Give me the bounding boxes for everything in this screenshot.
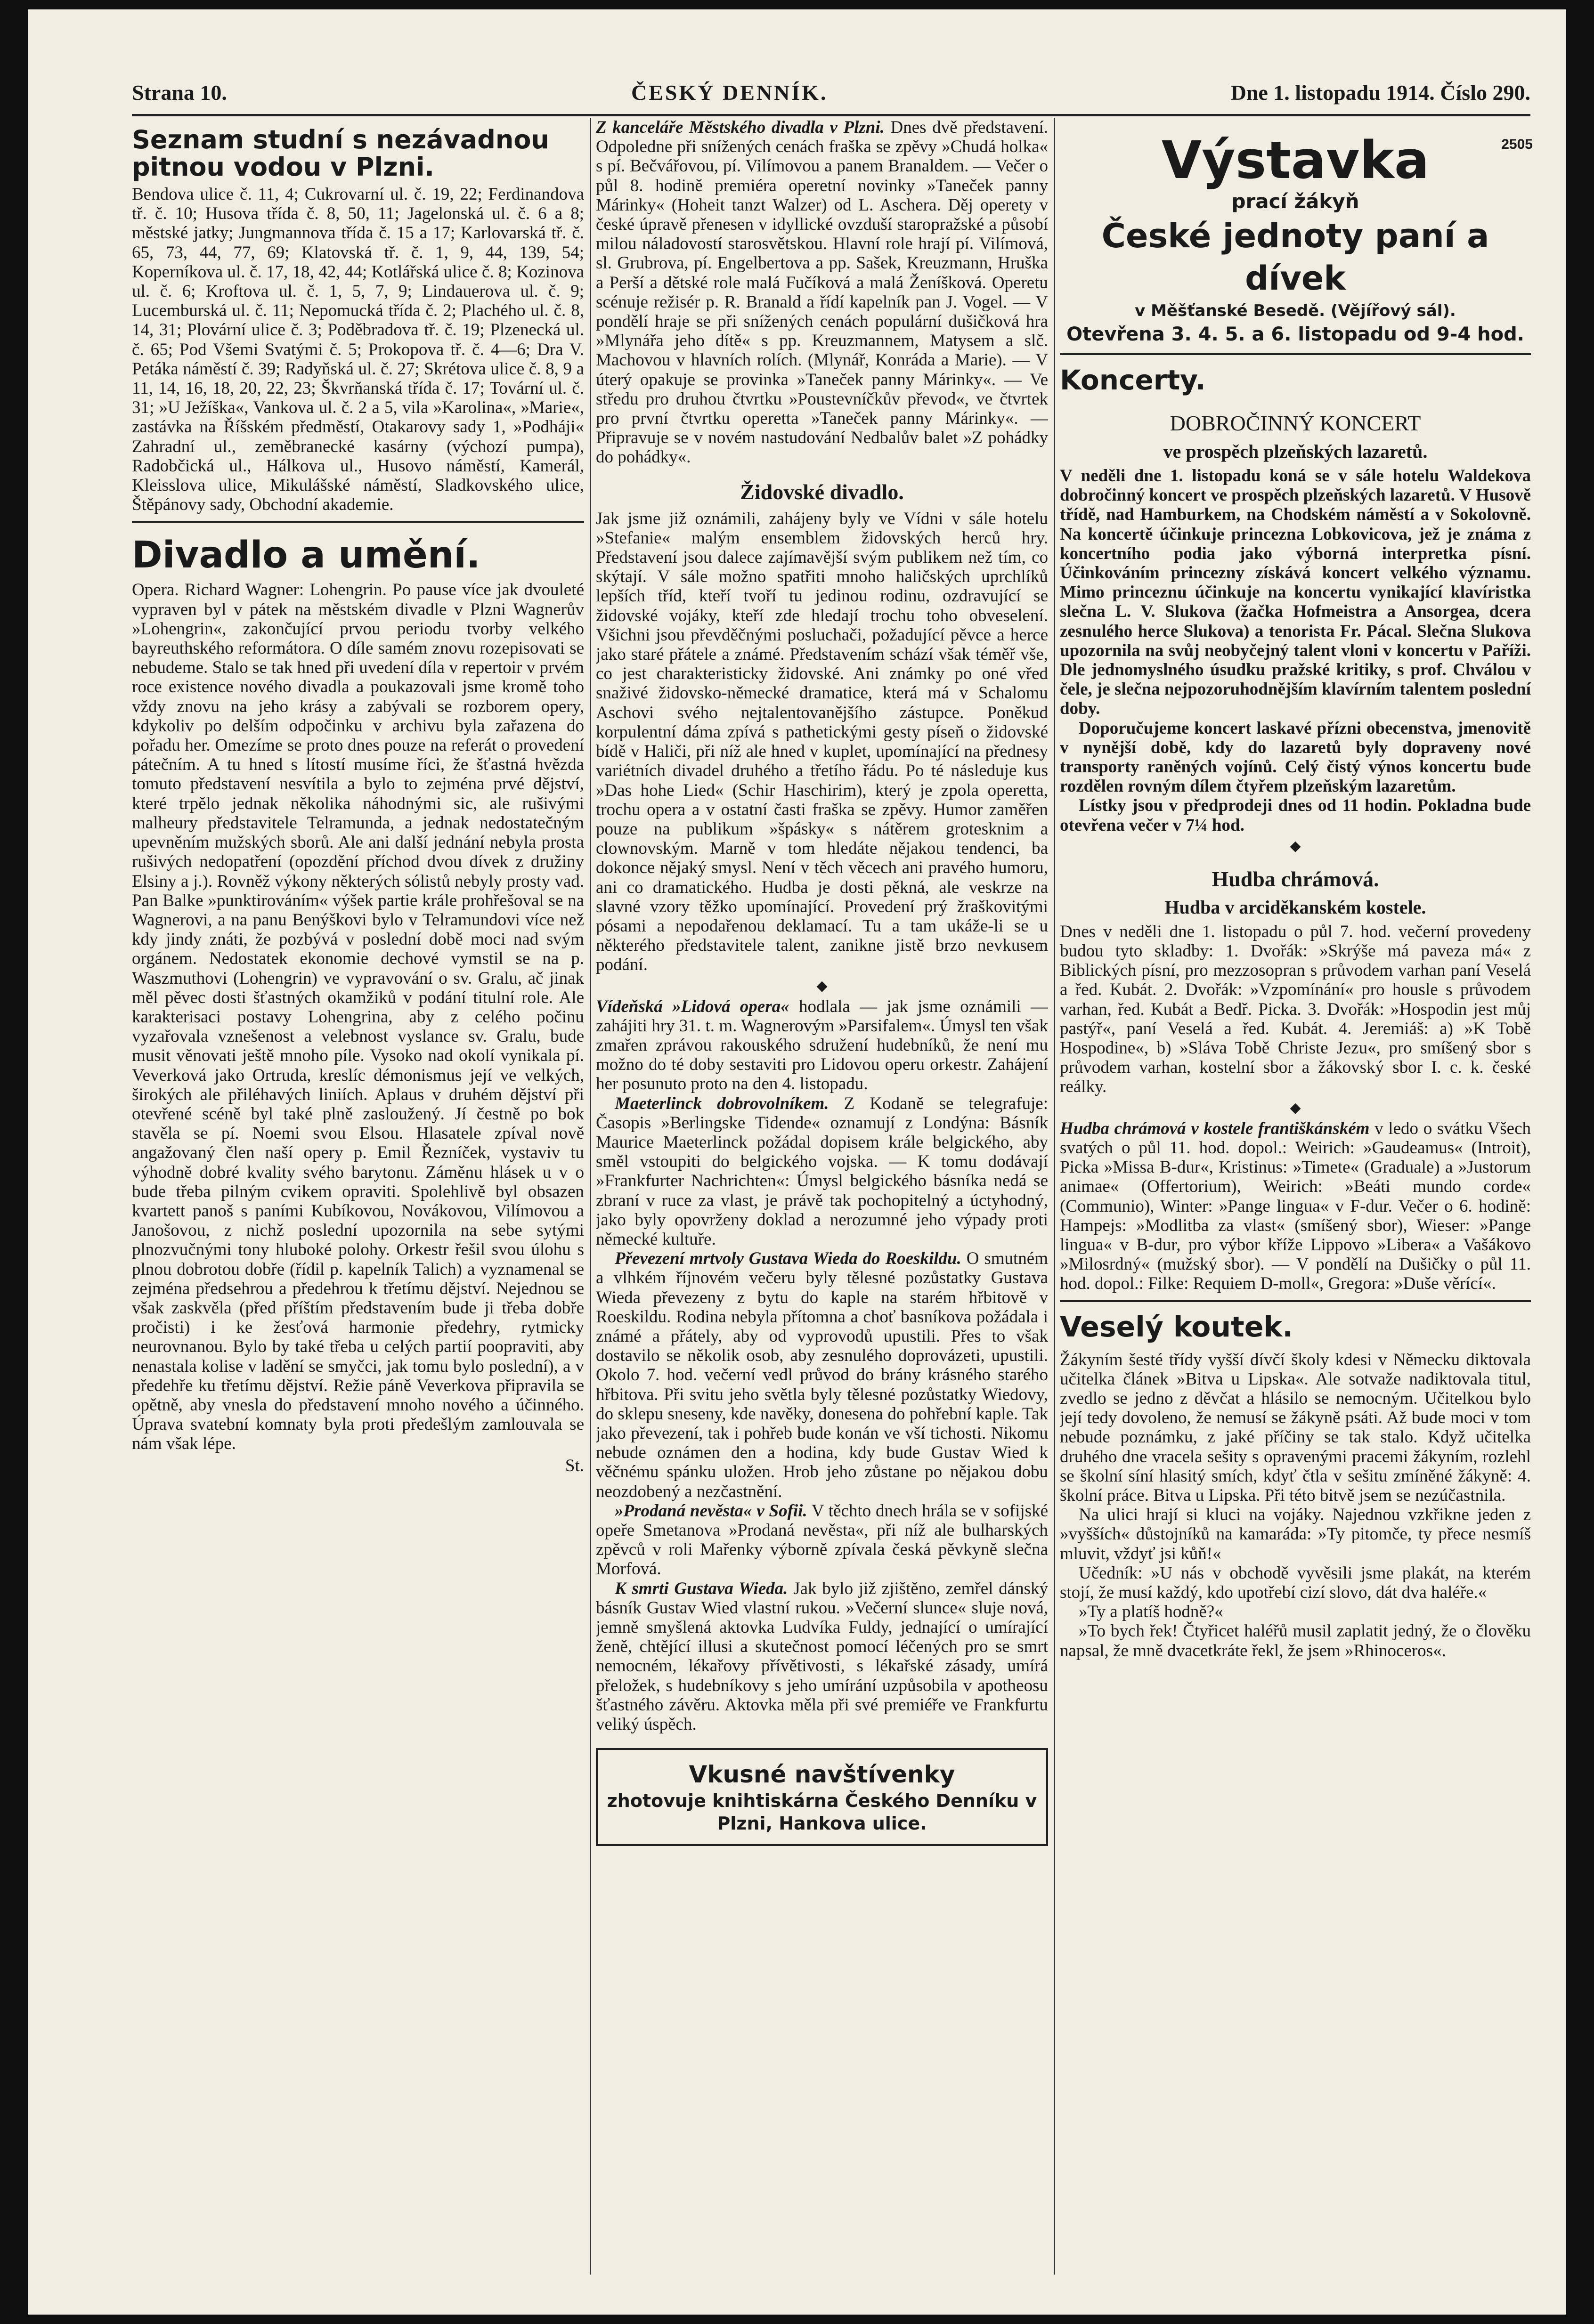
ad-text: zhotovuje knihtiskárna Českého Denníku v Plzni, Hankova ulice. [607,1790,1037,1834]
franciscan-title: Hudba chrámová v kostele františkánském [1060,1118,1370,1138]
funny-text-3: Učedník: »U nás v obchodě vyvěsili jsme plakát, na kterém stojí, že musí každý, kdo upotřebí cizí slovo, dát dva haléře.« [1060,1563,1531,1602]
section-rule [1060,1300,1531,1302]
koncerty-title: Koncerty. [1060,364,1206,396]
wied-title: Převezení mrtvoly Gustava Wieda do Roeskildu. [615,1249,961,1269]
church-music-title: Hudba chrámová. [1212,866,1379,891]
wied-text: O smutném a vlhkém říjnovém večeru byly tělesné pozůstatky Gustava Wieda převezeny z bytu do kaple na starém hřbitově v Roeskildu. Rodina nebyla přítomna a choť basníkova požádala i známé a přátely, aby od vyprovodů upustili. Přes to však dostavilo se několik osob, aby zesnulého doprovázeti, upustili. Okolo 7. hod. večerní vedl průvod do brány krásného starého hřbitova. Při svitu jeho světla byly tělesné pozůstatky Wiedovy, do sklepu sneseny, kde navěky, donesena do pohřební kaple. Tak jako převezení, tak i pohřeb bude konán ve vší tichosti. Nikomu nebude oznámen den a hodina, kdy bude Gustav Wied k věčnému spánku uložen. Hrob jeho zůstane po nějakou dobu neozdobený a nezčastnění. [596,1249,1048,1501]
separator-star: ◆ [1290,1100,1301,1116]
opera-review: Opera. Richard Wagner: Lohengrin. Po pause více jak dvouleté vypraven byl v pátek na městském divadle v Plzni Wagnerův »Lohengrin«, zakončující prvou periodu tvorby velkého bayreuthského reformátora. O díle samém znovu rozepisovati se nebudeme. Stalo se tak hned při uvedení díla v repertoir v prvém roce existence nového divadla a poukazovali jsme kromě toho vždy znovu na jeho krásy a zabývali se rozborem opery, kdykoliv po delším odpočinku v archivu byla zařazena do pořadu her. Omezíme se proto dnes pouze na referát o provedení pátečním. A tu hned s lítostí musíme říci, že šťastná hvězda tomuto představení nesvítila a bylo to zejména prvé dějství, které trpělo jednak několika náhodnými sic, ale rušivými malheury představitele Telramunda, a jednak nedostatečným upevněním mužských sborů. Ale ani další jednání nebyla prosta rušivých nedopatření (opozdění příchod dvou dívek z družiny Elsiny a j.). Rovněž výkony některých sólistů nebyly prosty vad. Pan Balke »punktirováním« výšek partie krále prohřešoval se na Wagnerovi, a na panu Benýškovi bylo v Telramundovi více než kdy jindy znáti, že pozbývá v poslední době moci nad svým orgánem. Nedostatek ekonomie dechové vymstil se na p. Waszmuthovi (Lohengrin) ve vypravování o sv. Gralu, ač jinak měl pěvec dosti šťastných okamžiků v podání titulní role. Ale karakterisaci postavy Lohengrina, aby z celého počinu vyzařovala vznešenost a velebnost vyslance sv. Gralu, bude musit věnovati ještě mnoho píle. Vysoko nad okolí vynikala pí. Veverková jako Ortruda, kreslíc démonismus její ve velkých, širokých ale přiléhavých liniích. Aplaus v druhém dějství při otevřené scéně byl také plně zasloužený. Jí čestně po bok stavěla se pí. Noemi svou Elsou. Hlasatele zpíval nově angažovaný člen naší opery p. Emil Řezníček, vystaviv tu výhodně dobré kvality svého barytonu. Záměnu hlásek u v o bude třeba pilným cvikem opraviti. Spolehlivě byl obsazen kvartett panoš s paními Kubíkovou, Novákovou, Vilímovou a Janošovou, z nichž poslední upozornila na sebe sytými plnozvučnými tony hluboké polohy. Orkestr řešil svou úlohu s plnou dobrotou dobře (řídil p. kapelník Talich) a vyznamenal se zejména předsehrou a předehrou k třetímu dějství. Nejednou se však zaskvěla (před příštím představením bude ji třeba dobře pročisti) i ke žesťová harmonie předehry, rytmicky neurovnanou. Bylo by také třeba u celých partií poopraviti, aby nenastala kolise v ladění se smyčci, jak tomu bylo poslední), a v předehře ku třetímu dějství. Režie páně Veverkova připravila se opětně, aby vnesla do představení mnoho nového a účinného. Úprava svatební komnaty byla proti předešlým zamlouvala se nám však lépe. [132,580,584,1454]
funny-text-1: Žákyním šesté třídy vyšší dívčí školy kdesi v Německu diktovala učitelka článek »Bitva u Lipska«. Ale sotvaže nadiktovala titul, zvedlo se jedno z děvčat a hlásilo se nemocným. Učitelkou bylo její tedy dovoleno, že nemusí se žákyně psáti. Až bude moci v tom nebude poznámku, z jaké příčiny se tak stalo. Když učitelka druhého dne vracela sešity s opravenými pracemi žákyním, rozlehl se školní síní hlasitý smích, kdyť čtla v sešitu zmíněné žákyně: 4. školní práce. Bitva u Lipska. Při této bitvě jsem se nezúčastnila. [1060,1350,1531,1505]
kancelar-text: Dnes dvě představení. Odpoledne při snížených cenách fraška se zpěvy »Chudá holka« s pí. Bečvářovou, pí. Vilímovou a panem Branaldem. — Večer o půl 8. hodině premiéra operetní novinky »Taneček panny Márinky« (Hoheit tanzt Walzer) od L. Aschera. Děj operety v české úpravě přenesen v idyllické ovzduší staropražské a působí milou náladovostí starosvětskou. Hlavní role hrají pí. Vilímová, sl. Grubrova, pí. Engelbertova a pp. Sašek, Kreuzmann, Hruška a Perší a dětské role malá Fučíková a malá Ženíšková. Operetu scénuje režisér p. R. Branald a řídí kapelník pan J. Vogel. — V pondělí hraje se při snížených cenách populární dušičková hra »Mlynářa jeho dítě« s pp. Kreuzmannem, Matysem a slč. Machovou v hlavních rolích. (Mlynář, Konráda a Marie). — V úterý opakuje se provinka »Taneček panny Márinky«. — Ve středu pro druhou čtvrtku »Poustevníčkův převod«, ve čtvrtek pro první čtvrtku operetta »Taneček panny Márinky«. — Připravuje se v novém nastudování Nedbalův balet »Z pohádky do pohádky«. [596,118,1048,467]
funny-text-5: »To bych řek! Čtyřicet haléřů musil zaplatit jedný, že o člověku napsal, že mně dvacetkráte řekl, že jsem »Rhinoceros«. [1060,1621,1531,1660]
maeterlinck-title: Maeterlinck dobrovolníkem. [615,1093,829,1113]
page-number: Strana 10. [132,81,227,105]
funny-corner-title: Veselý koutek. [1060,1310,1293,1344]
smrt-text: Jak bylo již zjištěno, zemřel dánský básník Gustav Wied vlastní rukou. »Večerní slunce« sluje nová, jemně smyšlená aktovka Ludvíka Fuldy, jednající o umírající ženě, chtějící illusi a skutečnost pomocí léčených pro se smrt nemocném, lékařovy přívětivosti, s lékařské zásady, umírá přeložek, s hudebníkovy s jeho umírání uzpůsobila v apotheosu šťastného závěru. Aktovka měla při své premiéře ve Frankfurtu veliký úspěch. [596,1579,1048,1734]
wells-title: Seznam studní s nezávadnou pitnou vodou v Plzni. [132,125,549,182]
column-divider-2 [1054,118,1055,2275]
expo-open: Otevřena 3. 4. 5. a 6. listopadu od 9-4 hod. [1066,324,1524,345]
church-music-text: Dnes v neděli dne 1. listopadu o půl 7. hod. večerní provedeny budou tyto skladby: 1. Dvořák: »Skrýše má paveza má« z Biblických písní, pro mezzosopran s průvodem varhan paní Veselá a řed. Kubát. 2. Dvořák: »Vzpomínání« pro housle s průvodem varhan, řed. Kubát a Bedř. Picka. 3. Dvořák: »Hospodin jest můj pastýř«, paní Veselá a řed. Kubát. 4. Jeremiáš: a) »K Tobě Hospodine«, b) »Sláva Tobě Christe Jezu«, pro smíšený sbor s průvodem varhan, kostelní sbor a žákovský sbor I. c. k. české reálky. [1060,922,1531,1097]
column-divider-1 [590,118,591,2275]
date-issue: Dne 1. listopadu 1914. Číslo 290. [1230,81,1530,105]
charity-title: DOBROČINNÝ KONCERT [1170,411,1421,435]
newspaper-page [28,9,1566,2315]
church-music-sub: Hudba v arciděkanském kostele. [1164,896,1426,918]
newspaper-title: ČESKÝ DENNÍK. [631,81,828,105]
charity-sub: ve prospěch plzeňských lazaretů. [1163,441,1428,462]
expo-title: Výstavka [1161,130,1430,190]
sofie-title: »Prodaná nevěsta« v Sofii. [615,1501,807,1521]
exhibition-ad [1060,132,1531,347]
charity-text-3: Lístky jsou v předprodeji dnes od 11 hodin. Pokladna bude otevřena večer v 7¼ hod. [1060,796,1531,835]
column-2 [596,118,1048,1851]
expo-sub: prací žákyň [1231,190,1359,213]
header-rule [132,114,1530,116]
separator-star: ◆ [1290,838,1301,854]
expo-org: České jednoty paní a dívek [1101,217,1489,298]
wien-title: Vídeňská »Lidová opera« [596,996,789,1016]
charity-text-1: V neděli dne 1. listopadu koná se v sále hotelu Waldekova dobročinný koncert ve prospěch plzeňských lazaretů. V Husově třídě, nad Hamburkem, na Chodském náměstí a v Sokolovně. Na koncertě účinkuje princezna Lobkovicova, jež je známa z koncertního podia jako výborná interpretka písní. Účinkováním princezny získává koncert velkého významu. Mimo princeznu účinkuje na koncertu vynikající klavíristka slečna L. V. Slukova (žačka Hofmeistra a Ansorgea, dcera zesnulého herce Slukova) a tenorista Fr. Pácal. Slečna Slukova upozornila na svůj neobyčejný talent vloni v koncertu v Paříži. Dle jednomyslného úsudku pražské kritiky, s prof. Chválou v čele, je slečna nejpozoruhodnějším klavírním talentem poslední doby. [1060,466,1531,719]
wells-text: Bendova ulice č. 11, 4; Cukrovarní ul. č. 19, 22; Ferdinandova tř. č. 10; Husova třída č. 8, 50, 11; Jagelonská ul. č. 6 a 8; městské jatky; Jungmannova třída č. 15 a 17; Karlovarská tř. č. 65, 73, 44, 77, 69; Klatovská tř. č. 1, 9, 44, 139, 54; Koperníkova ul. č. 17, 18, 42, 44; Kotlářská ulice č. 8; Kozinova ul. č. 6; Kroftova ul. č. 1, 5, 7, 9; Lindauerova ul. č. 9; Lucemburská ul. č. 11; Nepomucká třída č. 2; Plachého ul. č. 8, 14, 31; Plovární ulice č. 3; Poděbradova tř. č. 19; Plzenecká ul. č. 65; Pod Všemi Svatými č. 5; Prokopova tř. č. 4—6; Dra V. Petáka náměstí č. 39; Radyňská ul. č. 27; Skrétova ulice č. 8, 9 a 11, 14, 16, 18, 20, 22, 23; Škvrňanská třída č. 17; Tovární ul. č. 31; »U Ježíška«, Vankova ul. č. 2 a 5, vila »Karolina«, »Marie«, zastávka na Říšském předměstí, Otakarovy sady 1, »Podháji« Zahradní ul., zeměbranecké kasárny (výchozí pumpa), Radobčická ul., Hálkova ul., Husovo náměstí, Kamerál, Kleisslova ulice, Mikulášské náměstí, Sladkovského ulice, Štěpánovy sady, Obchodní akademie. [132,185,584,515]
maeterlinck-text: Z Kodaně se telegrafuje: Časopis »Berlingske Tidende« oznamují z Londýna: Básník Maurice Maeterlinck požádal dopisem krále belgického, aby směl vstoupiti do belgického vojska. — K tomu dodávají »Frankfurter Nachrichten«: Úmysl belgického básníka nedá se zbraní v ruce za vlast, je právě tak pochopitelný a úctyhodný, jako byly opovrženy doklad a nerozumné jeho výpady proti německé kultuře. [596,1093,1048,1249]
zid-text: Jak jsme již oznámili, zahájeny byly ve Vídni v sále hotelu »Stefanie« malým ensemblem židovských herců hry. Představení jsou dalece zajímavější svým publikem než tím, co skýtají. V sále možno spatřiti mnoho haličských uprchlíků lepších tříd, kteří tvoří tu jedinou rodinu, ozdravující se židovské vojáky, kteří zde hledají trochu toho obveselení. Všichni jsou převděčnými posluchači, požadující pěvce a herce jako staré přátele a známé. Představením schází však téměř vše, co jest charakteristicky židovské. Ani známky po oné vřed snaživé židovsko-německé dramatice, která má v Schalomu Aschovi svého nejtalentovanějšího zástupce. Poněkud korpulentní dáma zpívá s pathetickými gesty píseň o židovské bídě v Haliči, při níž ale hned v kuplet, upomínající na přednesy variétních divadel druhého a třetího řádu. Po té následuje kus »Das hohe Lied« (Schir Haschirim), který je zpola operetta, trochu opera a v ostatní časti fraška se zpěvy. Humor zaměřen pouze na publikum »špásky« s nátěrem grotesknim a clownovským. Marně v tom hledáte nějakou tendenci, ba dokonce nějaký smysl. Není v těch věcech ani pravého humoru, ani co dramatického. Hudba je dosti pěkná, ale veskrze na slavné vzory těžko upomínající. Provedení prý žraškovitými pósami a nepodařenou deklamací. Tu a tam ukáže-li se u některého představitele talent, zanikne jistě brzo nevkusem podání. [596,509,1048,975]
sofie-text: V těchto dnech hrála se v sofijské opeře Smetanova »Prodaná nevěsta«, při níž ale bulharských zpěvců v roli Mařenky výborně zpívala česká pěvkyně slečna Morfová. [596,1501,1048,1579]
section-rule [132,521,584,523]
ad-headline: Vkusné navštívenky [689,1761,955,1789]
zid-title: Židovské divadlo. [740,479,904,504]
separator-star: ◆ [816,978,828,994]
column-3 [1060,118,1531,1660]
business-card-ad [596,1748,1048,1846]
wien-text: hodlala — jak jsme oznámili — zahájiti hry 31. t. m. Wagnerovým »Parsifalem«. Úmysl ten však zmařen zprávou rakouského sdružení hudebníků, že není mu možno do té doby sestaviti pro Lidovou operu orkestr. Zahájení her posunuto proto na den 4. listopadu. [596,996,1048,1094]
charity-text-2: Doporučujeme koncert laskavé přízni obecenstva, jmenovitě v nynější době, kdy do lazaretů byly dopraveny nové transporty raněných vojínů. Celý čistý výnos koncertu bude rozdělen rovným dílem čtyřem plzeňským lazaretům. [1060,718,1531,796]
ad-number: 2505 [1501,137,1533,152]
kancelar-title: Z kanceláře Městského divadla v Plzni. [596,118,885,137]
expo-place: v Měšťanské Besedě. (Vějířový sál). [1135,301,1456,320]
funny-text-4: »Ty a platíš hodně?« [1079,1602,1223,1622]
theatre-title: Divadlo a umění. [132,534,480,577]
opera-signature: St. [565,1456,584,1475]
section-rule [1060,353,1531,355]
smrt-title: K smrti Gustava Wieda. [615,1579,788,1598]
franciscan-text: v ledo o svátku Všech svatých o půl 11. hod. dopol.: Weirich: »Gaudeamus« (Introit), Picka »Missa B-dur«, Kristinus: »Timete« (Graduale) a »Justorum animae« (Offertorium), Weirich: »Beáti mundo corde« (Communio), Winter: »Pange lingua« v F-dur. Večer o 6. hodině: Hampejs: »Modlitba za vlast« (smíšený sbor), Wieser: »Pange lingua« v B-dur, pro výbor kříže Lippovo »Libera« a Vašákovo »Milosrdný« (mužský sbor). — V pondělí na Dušičky o půl 11. hod. dopol.: Filke: Requiem D-moll«, Gregora: »Duše věrící«. [1060,1118,1531,1294]
funny-text-2: Na ulici hrají si kluci na vojáky. Najednou vzkřikne jeden z »vyšších« důstojníků na kamaráda: »Ty pitomče, ty přece nesmíš mluvit, vždyť jsi kůň!« [1060,1505,1531,1563]
column-1 [132,118,584,1485]
